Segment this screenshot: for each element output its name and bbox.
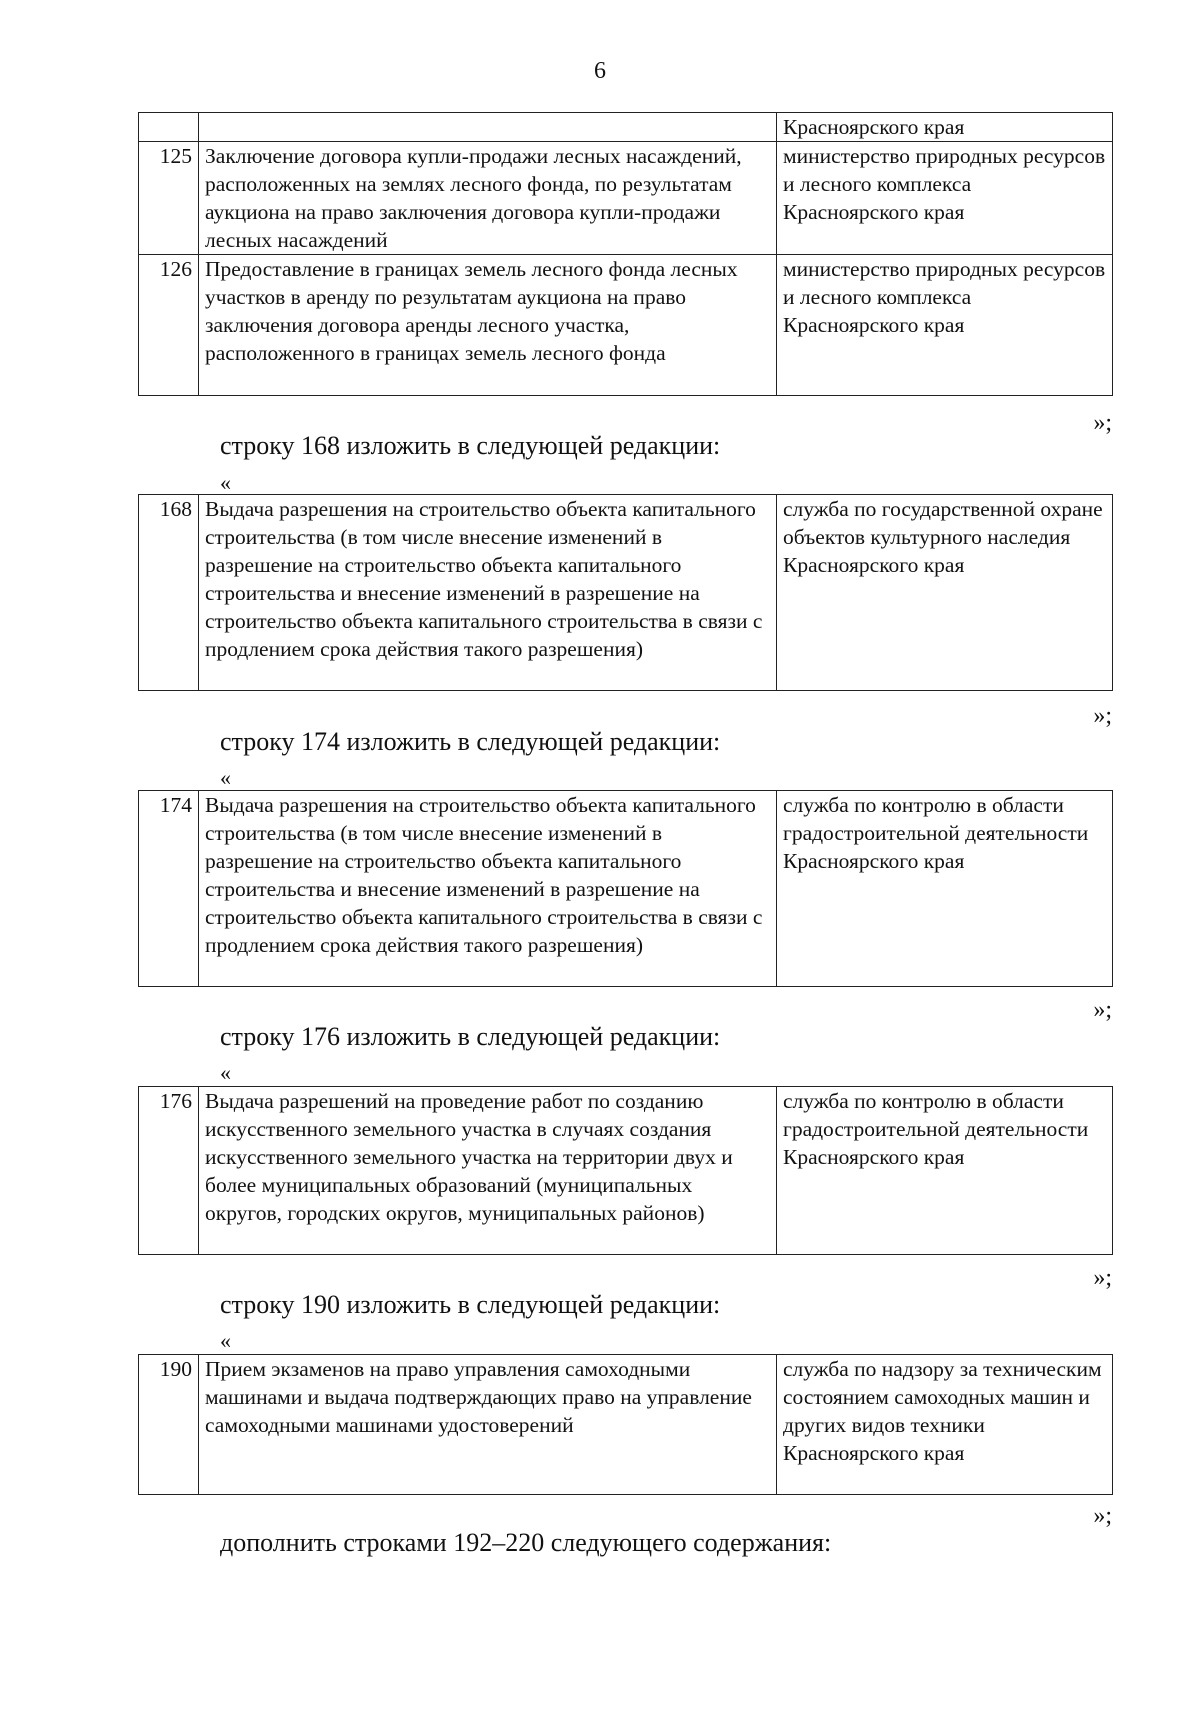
service-cell: Выдача разрешений на проведение работ по созданию искусственного земельного участка в случаях создания искусственного земельного участка на территории двух и более муниципальных образований (муниципальных округов, городских округов, муниципальных районов) [199,1087,777,1255]
page-number: 6 [594,58,606,84]
service-cell: Выдача разрешения на строительство объекта капитального строительства (в том числе внесение изменений в разрешение на строительство объекта капитального строительства и внесение изменений в разрешение на строительство объекта капитального строительства в связи с продлением срока действия такого разрешения) [199,495,777,691]
table-row [139,495,1113,691]
opening-quote: « [220,1328,231,1353]
opening-quote: « [220,765,231,790]
authority-cell: служба по государственной охране объектов культурного наследия Красноярского края [777,495,1113,691]
authority-cell: Красноярского края [777,113,1113,142]
table-row [139,113,1113,142]
closing-quote: »; [1093,1265,1112,1291]
row-number [139,113,199,142]
row-number: 125 [139,142,199,255]
service-cell: Предоставление в границах земель лесного фонда лесных участков в аренду по результатам аукциона на право заключения договора аренды лесного участка, расположенного в границах земель лесного фонда [199,255,777,396]
instruction-176: строку 176 изложить в следующей редакции: [220,1022,721,1051]
row-number: 190 [139,1355,199,1495]
final-instruction: дополнить строками 192–220 следующего содержания: [220,1528,832,1557]
authority-cell: служба по контролю в области градостроительной деятельности Красноярского края [777,1087,1113,1255]
row-number: 168 [139,495,199,691]
closing-quote: »; [1093,703,1112,729]
row-174-table [138,790,1113,987]
authority-cell: служба по надзору за техническим состоянием самоходных машин и других видов техники Красноярского края [777,1355,1113,1495]
row-number: 126 [139,255,199,396]
authority-cell: служба по контролю в области градостроительной деятельности Красноярского края [777,791,1113,987]
service-cell: Выдача разрешения на строительство объекта капитального строительства (в том числе внесение изменений в разрешение на строительство объекта капитального строительства и внесение изменений в разрешение на строительство объекта капитального строительства в связи с продлением срока действия такого разрешения) [199,791,777,987]
authority-cell: министерство природных ресурсов и лесного комплекса Красноярского края [777,142,1113,255]
service-cell [199,113,777,142]
instruction-168: строку 168 изложить в следующей редакции: [220,431,721,460]
closing-quote: »; [1093,1503,1112,1529]
closing-quote: »; [1093,997,1112,1023]
opening-quote: « [220,470,231,495]
row-168-table [138,494,1113,691]
service-cell: Заключение договора купли-продажи лесных насаждений, расположенных на землях лесного фонда, по результатам аукциона на право заключения договора купли-продажи лесных насаждений [199,142,777,255]
instruction-174: строку 174 изложить в следующей редакции: [220,727,721,756]
table-row [139,1355,1113,1495]
top-table [138,112,1113,396]
row-190-table [138,1354,1113,1495]
row-176-table [138,1086,1113,1255]
row-number: 174 [139,791,199,987]
row-number: 176 [139,1087,199,1255]
instruction-190: строку 190 изложить в следующей редакции: [220,1290,721,1319]
table-row [139,142,1113,255]
closing-quote: »; [1093,410,1112,436]
service-cell: Прием экзаменов на право управления самоходными машинами и выдача подтверждающих право на управление самоходными машинами удостоверений [199,1355,777,1495]
table-row [139,255,1113,396]
table-row [139,1087,1113,1255]
authority-cell: министерство природных ресурсов и лесного комплекса Красноярского края [777,255,1113,396]
opening-quote: « [220,1060,231,1085]
table-row [139,791,1113,987]
